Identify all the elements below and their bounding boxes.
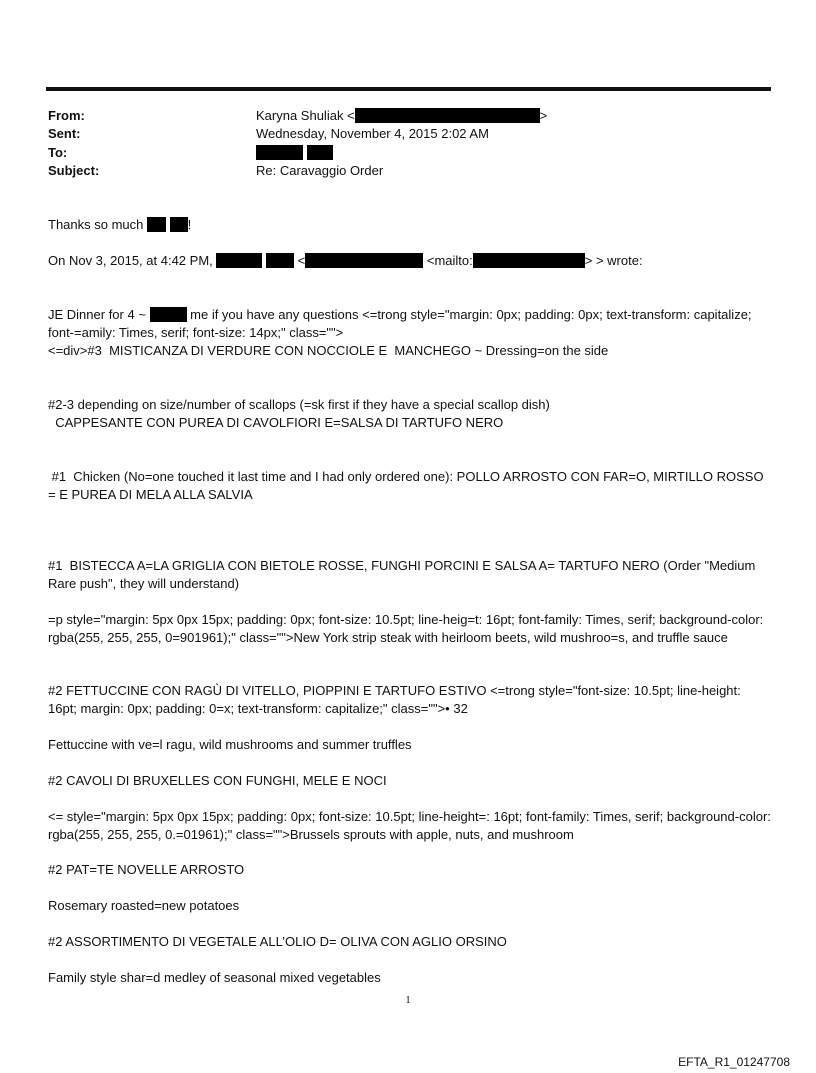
quote-bracket: < (297, 253, 306, 268)
paragraph-7: Fettuccine with ve=l ragu, wild mushrooms and summer truffles (48, 737, 412, 752)
to-label: To: (48, 145, 68, 160)
subject-label: Subject: (48, 163, 100, 178)
page-number: 1 (405, 994, 411, 1006)
thanks-text: Thanks so much (48, 217, 144, 232)
redaction-box (170, 217, 188, 232)
paragraph-2: #2-3 depending on size/number of scallops (=sk first if they have a special scallop dish) (48, 397, 550, 412)
thanks-suffix: ! (187, 217, 192, 232)
header-rule (46, 87, 771, 91)
document-id: EFTA_R1_01247708 (678, 1055, 790, 1069)
p1-rest: me if you have any questions <=trong style="margin: 0px; padding: 0px; text-transform: capitalize; font-=amily: Times, serif; font-size: 14px;" class=""> (48, 307, 756, 340)
paragraph-4: #1 BISTECCA A=LA GRIGLIA CON BIETOLE ROSSE, FUNGHI PORCINI E SALSA A= TARTUFO NERO (Order "Medium Rare push", they will understand) (48, 558, 759, 591)
paragraph-1-line3: <=div>#3 MISTICANZA DI VERDURE CON NOCCIOLE E MANCHEGO ~ Dressing=on the side (48, 343, 609, 358)
subject-value: Re: Caravaggio Order (256, 163, 384, 178)
paragraph-8: #2 CAVOLI DI BRUXELLES CON FUNGHI, MELE E NOCI (48, 773, 387, 788)
thanks-line (48, 216, 773, 234)
paragraph-11: Rosemary roasted=new potatoes (48, 898, 240, 913)
redaction-box (266, 253, 294, 268)
sent-value: Wednesday, November 4, 2015 2:02 AM (256, 126, 489, 141)
redaction-box (307, 145, 333, 160)
redaction-box (473, 253, 585, 268)
redaction-box (355, 108, 540, 123)
to-value (256, 145, 333, 160)
paragraph-2b: CAPPESANTE CON PUREA DI CAVOLFIORI E=SALSA DI TARTUFO NERO (48, 415, 504, 430)
quote-header-line (48, 252, 773, 270)
sent-label: Sent: (48, 126, 81, 141)
from-value (256, 108, 547, 123)
from-name: Karyna Shuliak < (256, 108, 355, 123)
paragraph-13: Family style shar=d medley of seasonal mixed vegetables (48, 970, 381, 985)
quote-wrote: > > wrote: (584, 253, 643, 268)
redaction-box (256, 145, 303, 160)
p1-prefix: JE Dinner for 4 ~ (48, 307, 146, 322)
paragraph-6: #2 FETTUCCINE CON RAGÙ DI VITELLO, PIOPPINI E TARTUFO ESTIVO <=trong style="font-size: 10.5pt; line-height: 16pt; margin: 0px; padding: 0=x; text-transform: capitalize;" class="">• 32 (48, 683, 745, 716)
paragraph-5: =p style="margin: 5px 0px 15px; padding: 0px; font-size: 10.5pt; line-heig=t: 16pt; font-family: Times, serif; background-color: rgba(255, 255, 255, 0=901961);" class="">New York strip steak with heirloom beets, wild mushroo=s, and truffle sauce (48, 612, 767, 645)
paragraph-3: #1 Chicken (No=one touched it last time and I had only ordered one): POLLO ARROSTO CON FAR=O, MIRTILLO ROSSO = E PUREA DI MELA ALLA SALVIA (48, 469, 768, 502)
quote-mailto: <mailto: (426, 253, 473, 268)
quote-date: On Nov 3, 2015, at 4:42 PM, (48, 253, 213, 268)
redaction-box (305, 253, 423, 268)
paragraph-1 (48, 306, 773, 342)
from-label: From: (48, 108, 85, 123)
paragraph-12: #2 ASSORTIMENTO DI VEGETALE ALL’OLIO D= OLIVA CON AGLIO ORSINO (48, 934, 507, 949)
redaction-box (147, 217, 166, 232)
redaction-box (216, 253, 262, 268)
paragraph-9: <= style="margin: 5px 0px 15px; padding: 0px; font-size: 10.5pt; line-height=: 16pt; font-family: Times, serif; background-color: rgba(255, 255, 255, 0.=01961);" class="">Brussels sprouts with apple, nuts, and mushroom (48, 809, 775, 842)
redaction-box (150, 307, 187, 322)
from-suffix: > (539, 108, 548, 123)
paragraph-10: #2 PAT=TE NOVELLE ARROSTO (48, 862, 245, 877)
